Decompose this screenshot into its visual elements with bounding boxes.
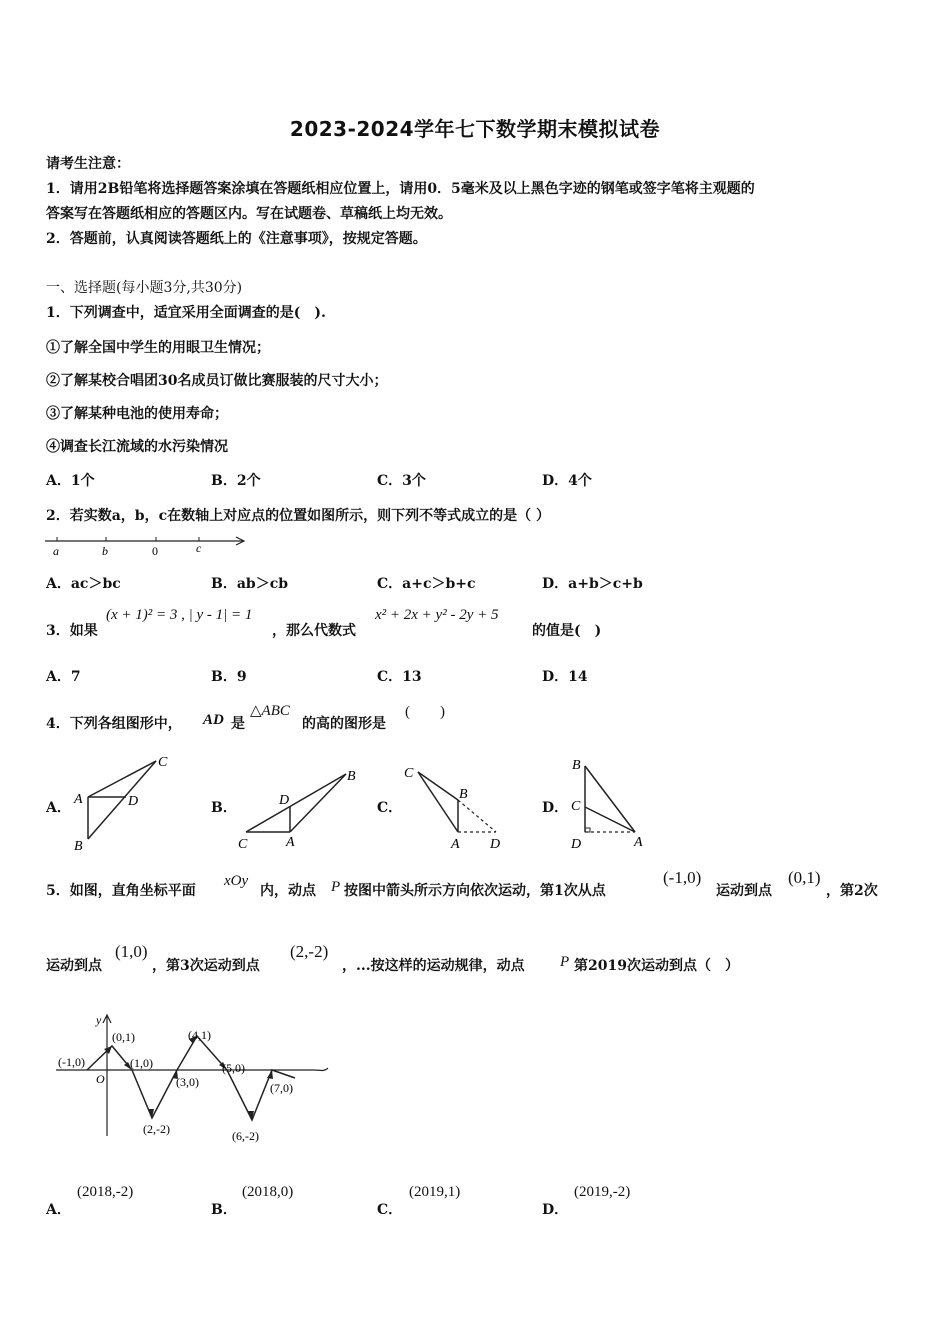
label-b: B <box>74 839 83 854</box>
label-d: D <box>128 794 139 809</box>
q5-option-b[interactable]: B． <box>211 1202 237 1218</box>
q3-option-a[interactable]: A．7 <box>46 669 81 685</box>
q5-option-b-value: (2018,0) <box>242 1184 294 1200</box>
label-a: A <box>451 837 460 852</box>
q5-option-a-value: (2018,-2) <box>77 1184 134 1200</box>
q3-condition: (x + 1)² = 3 , | y - 1| = 1 <box>106 607 253 623</box>
q1-option-a[interactable]: A．1个 <box>46 473 95 489</box>
q5-text: 运动到点 <box>716 883 772 899</box>
q4-figure-b <box>234 762 364 854</box>
label-c: C <box>571 799 581 814</box>
q5-text: ，第3次运动到点 <box>152 958 260 974</box>
q5-point-4: (2,-2) <box>290 942 329 961</box>
q3-option-c[interactable]: C．13 <box>377 669 422 685</box>
q5-point-2: (0,1) <box>788 868 821 887</box>
q4-option-d[interactable]: D． <box>542 800 569 816</box>
q5-point-p: P <box>331 879 341 895</box>
label-b: B <box>572 758 581 773</box>
axis-label-zero: 0 <box>152 544 158 558</box>
label-d: D <box>279 793 290 808</box>
q4-segment-ad: AD <box>203 712 224 728</box>
graph-label: (3,0) <box>176 1075 199 1089</box>
q5-text: ，...按这样的运动规律，动点 <box>342 958 525 974</box>
page-title: 2023-2024学年七下数学期末模拟试卷 <box>289 117 661 141</box>
graph-label: (6,-2) <box>232 1129 259 1143</box>
q5-plane-xoy: xOy <box>224 873 249 889</box>
label-a: A <box>634 835 643 850</box>
q4-is: 是 <box>231 716 245 732</box>
q5-text: 5．如图，直角坐标平面 <box>46 883 196 899</box>
q5-text: 内，动点 <box>260 883 316 899</box>
notice-heading: 请考生注意： <box>46 156 130 172</box>
q3-expression: x² + 2x + y² - 2y + 5 <box>375 607 499 623</box>
notice-item-2: 2．答题前，认真阅读答题纸上的《注意事项》，按规定答题。 <box>46 231 427 247</box>
number-line-figure <box>40 530 250 560</box>
q5-option-d[interactable]: D． <box>542 1202 569 1218</box>
q5-text: 运动到点 <box>46 958 102 974</box>
q4-prefix: 4．下列各组图形中， <box>46 716 182 732</box>
label-c: C <box>404 766 414 781</box>
label-b: B <box>459 787 468 802</box>
q2-option-a[interactable]: A．ac＞bc <box>46 576 121 592</box>
axis-label-c: c <box>196 541 202 555</box>
q3-prefix: 3．如果 <box>46 623 98 639</box>
q4-triangle: △ABC <box>250 703 290 719</box>
q5-point-3: (1,0) <box>115 942 148 961</box>
label-b: B <box>347 769 356 784</box>
q5-text: 按图中箭头所示方向依次运动，第1次从点 <box>344 883 606 899</box>
q5-text: ，第2次 <box>826 883 878 899</box>
q5-option-a[interactable]: A． <box>46 1202 71 1218</box>
notice-item-1: 1．请用2B铅笔将选择题答案涂填在答题纸相应位置上，请用0．5毫米及以上黑色字迹的钢笔或签字笔将主观题的 <box>46 181 755 197</box>
graph-label: (0,1) <box>112 1030 135 1044</box>
q1-option-d[interactable]: D．4个 <box>542 473 592 489</box>
q2-option-d[interactable]: D．a+b＞c+b <box>542 576 643 592</box>
q4-option-c[interactable]: C． <box>377 800 403 816</box>
graph-label: (1,0) <box>130 1056 153 1070</box>
q5-option-c-value: (2019,1) <box>409 1184 461 1200</box>
graph-label-y: y <box>96 1013 102 1027</box>
q4-option-b[interactable]: B． <box>211 800 237 816</box>
q5-option-d-value: (2019,-2) <box>574 1184 631 1200</box>
q3-option-b[interactable]: B．9 <box>211 669 247 685</box>
q5-option-c[interactable]: C． <box>377 1202 403 1218</box>
q3-option-d[interactable]: D．14 <box>542 669 588 685</box>
q5-movement-graph <box>52 1008 332 1148</box>
q1-option-b[interactable]: B．2个 <box>211 473 261 489</box>
q4-figure-c <box>400 760 510 854</box>
q1-stem: 1．下列调查中，适宜采用全面调查的是( ). <box>46 305 326 321</box>
graph-label: (-1,0) <box>58 1055 85 1069</box>
label-d: D <box>490 837 501 852</box>
section-heading: 一、选择题(每小题3分,共30分) <box>46 280 243 296</box>
q2-option-c[interactable]: C．a+c＞b+c <box>377 576 476 592</box>
q1-item: ②了解某校合唱团30名成员订做比赛服装的尺寸大小； <box>46 373 388 389</box>
axis-label-a: a <box>53 544 59 558</box>
label-a: A <box>286 835 295 850</box>
q1-item: ④调查长江流域的水污染情况 <box>46 439 228 455</box>
q1-item: ③了解某种电池的使用寿命； <box>46 406 228 422</box>
axis-label-b: b <box>102 544 108 558</box>
label-d: D <box>571 837 582 852</box>
notice-item-1-cont: 答案写在答题纸相应的答题区内。写在试题卷、草稿纸上均无效。 <box>46 206 452 222</box>
q2-stem: 2．若实数a，b，c在数轴上对应点的位置如图所示，则下列不等式成立的是（ ） <box>46 508 550 524</box>
graph-label: (7,0) <box>270 1081 293 1095</box>
q3-suffix: 的值是( ) <box>532 623 602 639</box>
q4-suffix: 的高的图形是 <box>302 716 386 732</box>
q4-paren: ( ) <box>405 704 445 720</box>
graph-label: (5,0) <box>222 1061 245 1075</box>
q4-option-a[interactable]: A． <box>46 800 71 816</box>
q5-point-1: (-1,0) <box>663 868 702 887</box>
q5-text: 第2019次运动到点（ ） <box>574 958 739 974</box>
q4-figure-a <box>68 752 178 854</box>
graph-label-origin: O <box>96 1072 105 1086</box>
label-a: A <box>74 792 83 807</box>
label-c: C <box>158 755 168 770</box>
q4-figure-d <box>565 752 665 854</box>
q1-option-c[interactable]: C．3个 <box>377 473 426 489</box>
q5-point-p: P <box>560 954 570 970</box>
q2-option-b[interactable]: B．ab＞cb <box>211 576 289 592</box>
graph-label: (4,1) <box>188 1028 211 1042</box>
graph-label: (2,-2) <box>143 1122 170 1136</box>
q1-item: ①了解全国中学生的用眼卫生情况； <box>46 340 270 356</box>
label-c: C <box>238 837 248 852</box>
q3-middle: ，那么代数式 <box>272 623 356 639</box>
